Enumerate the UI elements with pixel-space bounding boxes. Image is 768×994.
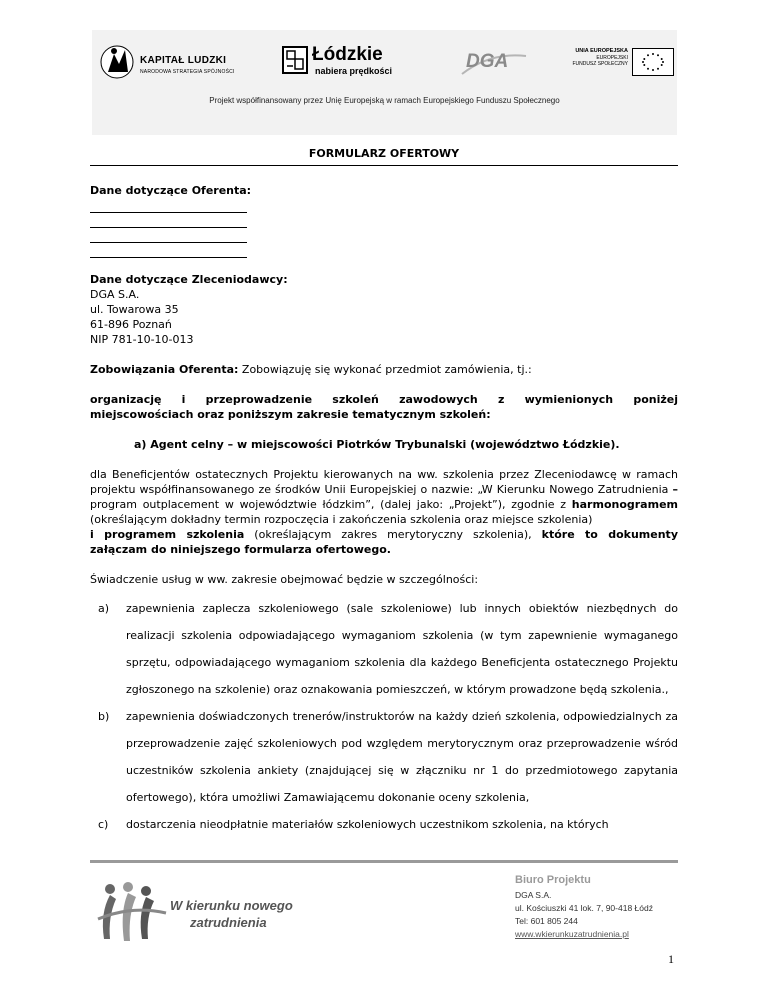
project-office-info xyxy=(515,873,653,941)
beneficjenci-paragraph: dla Beneficjentów ostatecznych Projektu kierowanych na ww. szkolenia przez Zleceniodawcę w ramach projektu współfinansowanego ze środków Unii Europejskiej o nazwie: „W Kierunku Nowego Zatrudnienia – program outplacement w województwie łódzkim”, (dalej jako: „Projekt”), zgodnie z harmonogramem (określającym dokładny termin rozpoczęcia i zakończenia szkolenia oraz miejsce szkolenia) i programem szkolenia (określającym zakres merytoryczny szkolenia), które to dokumenty załączam do niniejszego formularza ofertowego. xyxy=(90,468,678,556)
form-title: FORMULARZ OFERTOWY xyxy=(308,147,460,160)
lodzkie-logo xyxy=(282,44,422,84)
zleceniodawca-name: DGA S.A. xyxy=(90,288,140,301)
kapital-ludzki-title: KAPITAŁ LUDZKI xyxy=(140,55,227,66)
oferent-heading: Dane dotyczące Oferenta: xyxy=(90,184,252,197)
page-number: 1 xyxy=(668,952,674,966)
w-kierunku-logo-text: W kierunku nowego zatrudnienia xyxy=(170,898,293,930)
oferent-blank-line[interactable] xyxy=(90,213,247,228)
zleceniodawca-city: 61-896 Poznań xyxy=(90,318,172,331)
lodzkie-emblem-icon xyxy=(282,46,308,74)
document-body xyxy=(90,183,678,838)
zobowiazania-label: Zobowiązania Oferenta: xyxy=(90,363,239,376)
zleceniodawca-heading: Dane dotyczące Zleceniodawcy: xyxy=(90,273,288,286)
kapital-ludzki-logo xyxy=(100,42,250,88)
eu-flag-icon xyxy=(632,48,674,76)
kapital-ludzki-emblem-icon xyxy=(100,42,134,82)
oferent-blank-line[interactable] xyxy=(90,198,247,213)
oferent-blank-lines xyxy=(90,198,678,258)
header-banner xyxy=(92,30,677,135)
organizacja-line-1: organizację i przeprowadzenie szkoleń zawodowych z wymienionych poniżej xyxy=(90,393,678,406)
dga-logo xyxy=(460,50,530,80)
office-company: DGA S.A. xyxy=(515,890,552,900)
zleceniodawca-street: ul. Towarowa 35 xyxy=(90,303,179,316)
office-title: Biuro Projektu xyxy=(515,874,591,886)
organizacja-line-2: miejscowościach oraz poniższym zakresie tematycznym szkoleń: xyxy=(90,408,491,421)
office-phone: Tel: 601 805 244 xyxy=(515,916,578,926)
list-item: a) zapewnienia zaplecza szkoleniowego (sale szkoleniowe) lub innych obiektów niezbędnych do realizacji szkolenia odpowiadającego wymaganiom szkolenia (w tym zapewnienie wymaganego sprzętu, odpowiadającego wymaganiom szkolenia dla każdego Beneficjenta ostatecznego Projektu zgłoszonego na szkolenie) oraz oznakowania pomieszczeń, w którym prowadzone będą szkolenia., xyxy=(98,602,678,696)
zobowiazania-paragraph xyxy=(90,362,678,377)
office-website-link[interactable]: www.wkierunkuzatrudnienia.pl xyxy=(515,929,629,939)
zleceniodawca-nip: NIP 781-10-10-013 xyxy=(90,333,194,346)
zobowiazania-text: Zobowiązuję się wykonać przedmiot zamówienia, tj.: xyxy=(238,363,532,376)
oferent-blank-line[interactable] xyxy=(90,228,247,243)
lodzkie-title: Łódzkie xyxy=(312,44,383,65)
w-kierunku-logo xyxy=(94,873,324,953)
footer-divider xyxy=(90,860,678,863)
swiadczenie-paragraph: Świadczenie usług w ww. zakresie obejmować będzie w szczególności: xyxy=(90,573,479,586)
services-list xyxy=(90,595,678,838)
title-divider xyxy=(90,165,678,166)
point-a-agent-celny: a) Agent celny – w miejscowości Piotrków Trybunalski (województwo Łódzkie). xyxy=(134,438,620,451)
people-figures-icon xyxy=(94,879,170,945)
cofinancing-note: Projekt współfinansowany przez Unię Europejską w ramach Europejskiego Funduszu Społecznego xyxy=(209,96,560,105)
office-address: ul. Kościuszki 41 lok. 7, 90-418 Łódź xyxy=(515,903,653,913)
oferent-blank-line[interactable] xyxy=(90,243,247,258)
eu-logo xyxy=(562,48,674,78)
kapital-ludzki-subtitle: NARODOWA STRATEGIA SPÓJNOŚCI xyxy=(140,69,235,75)
lodzkie-subtitle: nabiera prędkości xyxy=(315,66,393,76)
list-item: c) dostarczenia nieodpłatnie materiałów szkoleniowych uczestnikom szkolenia, na których xyxy=(98,818,609,831)
dga-logo-text: DGA xyxy=(466,51,509,72)
list-item: b) zapewnienia doświadczonych trenerów/instruktorów na każdy dzień szkolenia, odpowiedzialnych za przeprowadzenie zajęć szkoleniowych pod względem merytorycznym oraz przeprowadzenie wśród uczestników szkolenia ankiety (znajdującej się w złączniku nr 1 do przedmiotowego zapytania ofertowego), która umożliwi Zamawiającemu dokonanie oceny szkolenia, xyxy=(98,710,678,804)
eu-logo-text: UNIA EUROPEJSKA EUROPEJSKI FUNDUSZ SPOŁECZNY xyxy=(572,48,628,67)
